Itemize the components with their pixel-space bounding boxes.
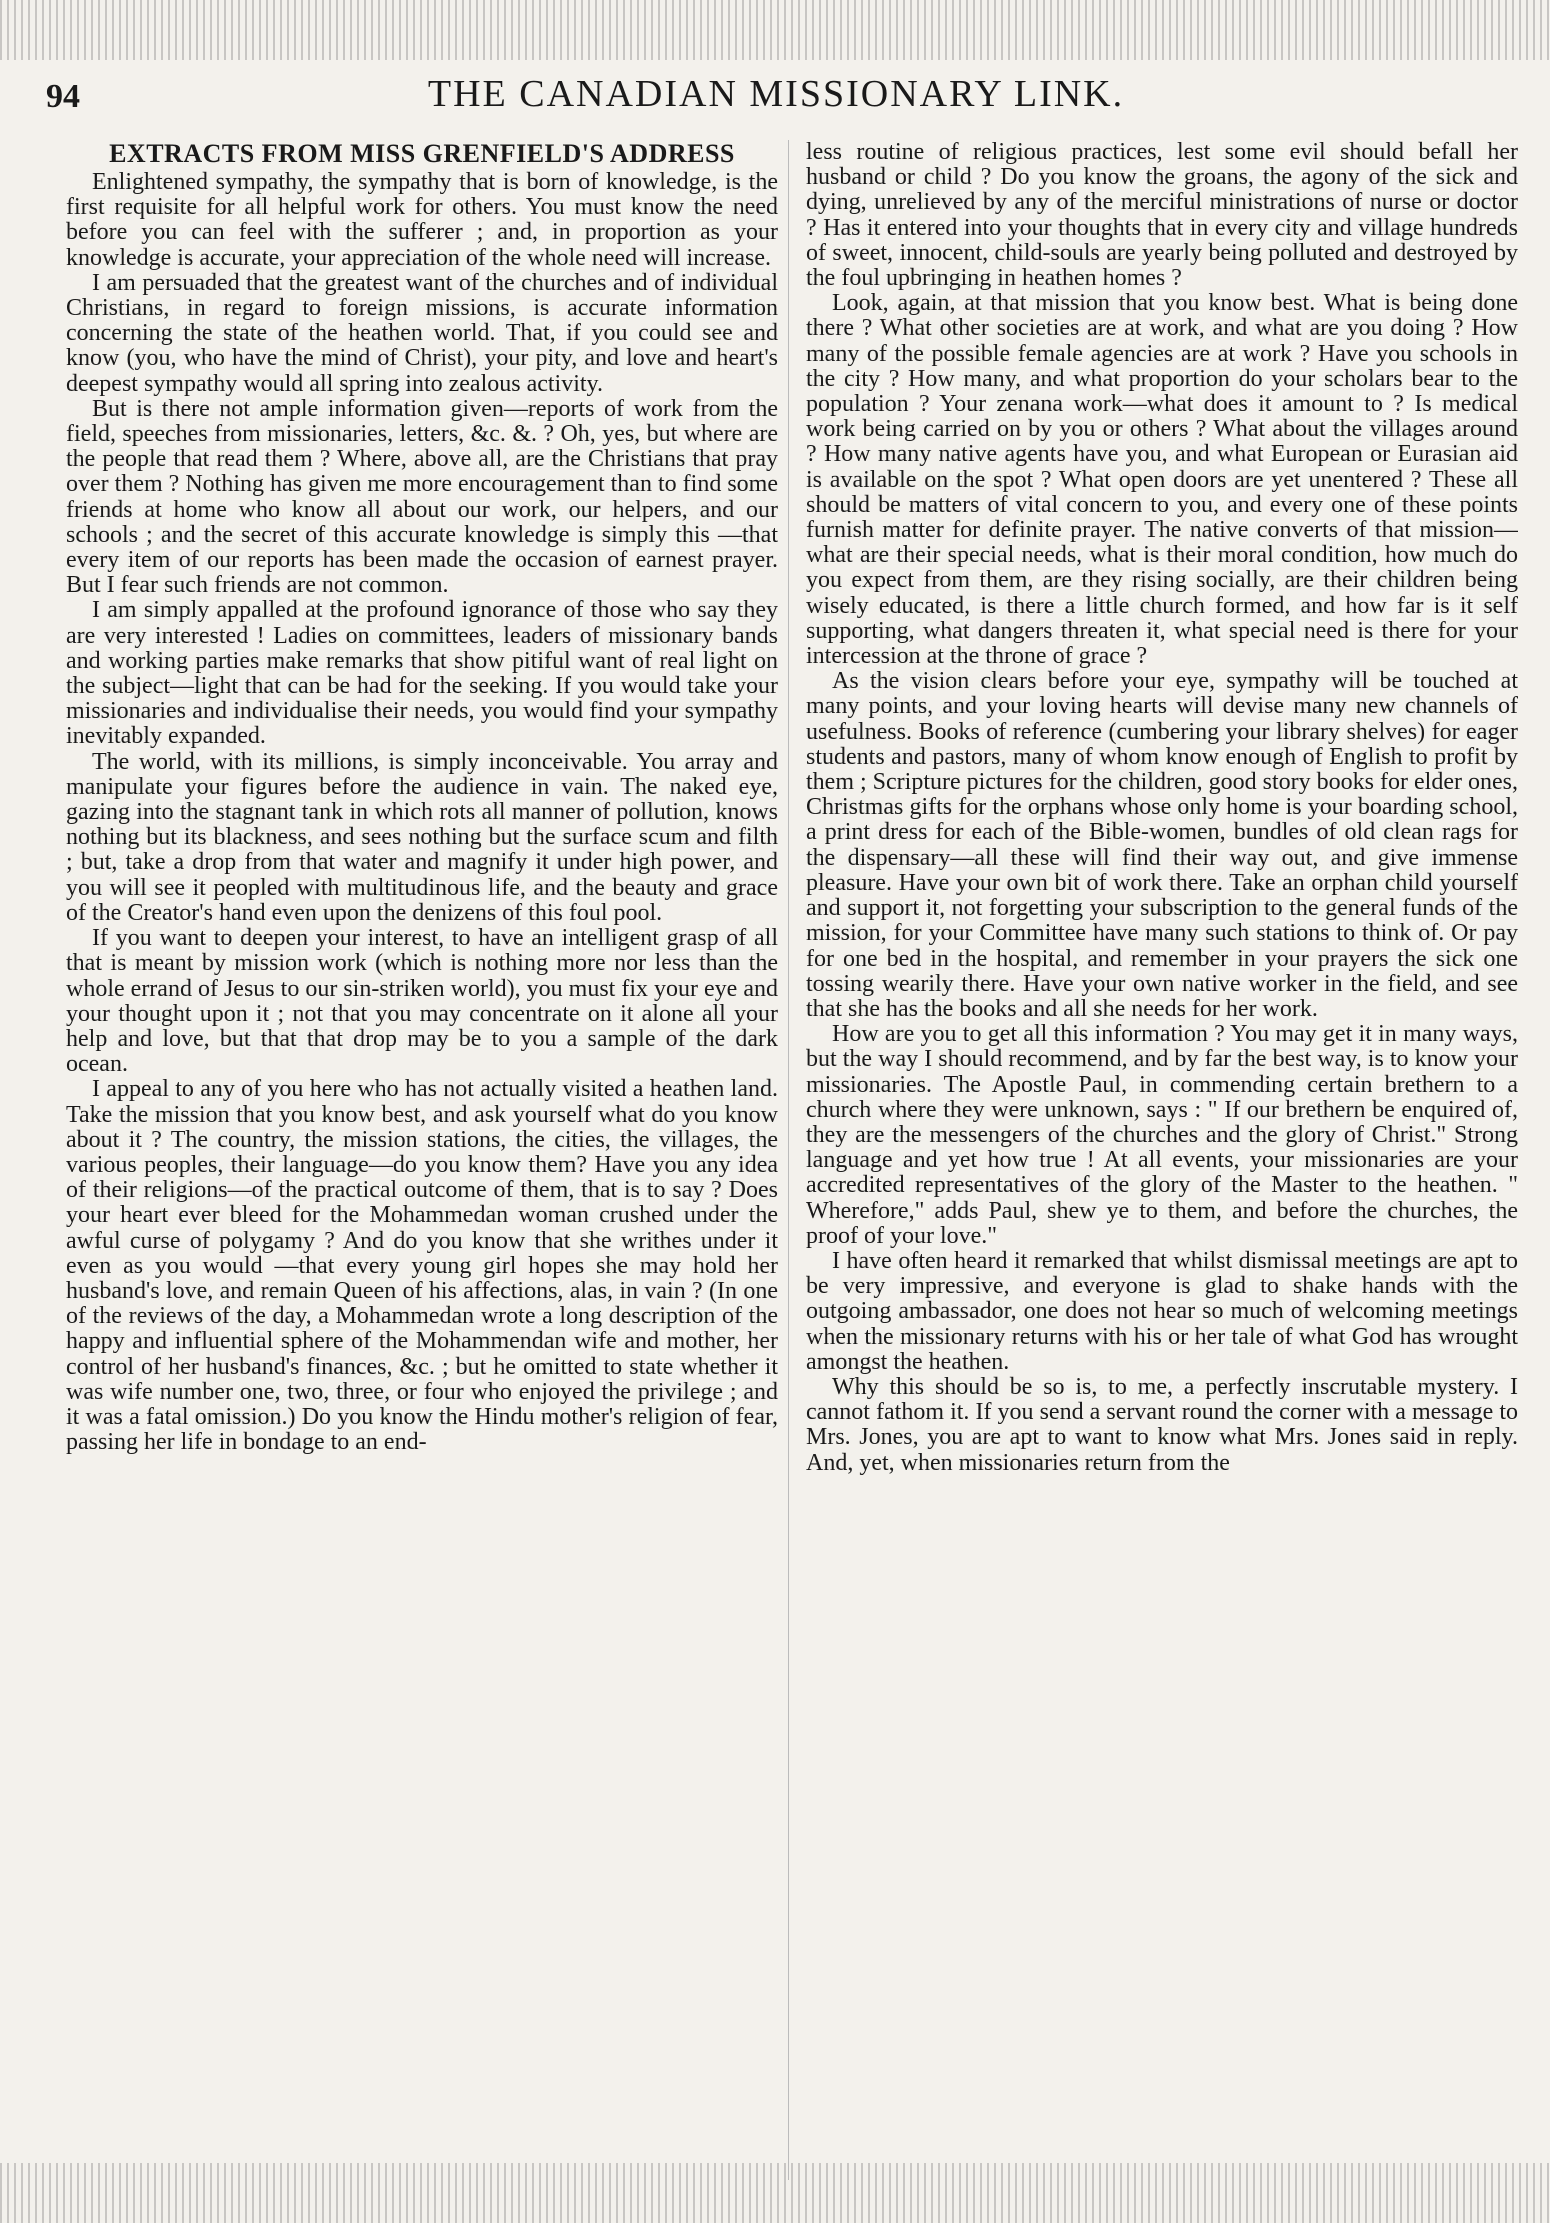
paragraph: How are you to get all this information ? You may get it in many ways, but the way I should recommend, and by far the best way, is to know your missionaries. The Apostle Paul, in commending certain brethern to a church where they were unknown, says : " If our brethern be enquired of, they are the messengers of the churches and the glory of Christ." Strong language and yet how true ! At all events, your missionaries are your accredited representatives of the glory of the Master to the heathen. " Wherefore," adds Paul, shew ye to them, and before the churches, the proof of your love." [806,1021,1518,1249]
paragraph: Why this should be so is, to me, a perfectly inscrutable mystery. I cannot fathom it. If you send a servant round the corner with a message to Mrs. Jones, you are apt to want to know what Mrs. Jones said in reply. And, yet, when missionaries return from the [806,1373,1518,1476]
page-number: 94 [46,78,80,115]
paragraph: I have often heard it remarked that whilst dismissal meetings are apt to be very impressive, and everyone is glad to shake hands with the outgoing ambassador, one does not hear so much of welcoming meetings when the missionary returns with his or her tale of what God has wrought amongst the heathen. [806,1247,1518,1375]
newspaper-page [36,60,1516,2200]
paragraph: The world, with its millions, is simply inconceivable. You array and manipulate your figures before the audience in vain. The naked eye, gazing into the stagnant tank in which rots all manner of pollution, knows nothing but its blackness, and sees nothing but the surface scum and filth ; but, take a drop from that water and magnify it under high power, and you will see it peopled with multitudinous life, and the beauty and grace of the Creator's hand even upon the denizens of this foul pool. [66,748,778,926]
paragraph: Look, again, at that mission that you know best. What is being done there ? What other societies are at work, and what are you doing ? How many of the possible female agencies are at work ? Have you schools in the city ? How many, and what proportion do your scholars bear to the population ? Your zenana work—what does it amount to ? Is medical work being carried on by you or others ? What about the villages around ? How many native agents have you, and what European or Eurasian aid is available on the spot ? What open doors are yet unentered ? These all should be matters of vital concern to you, and every one of these points furnish matter for definite prayer. The native converts of that mission—what are their special needs, what is their moral condition, how much do you expect from them, are they rising socially, are their children being wisely educated, is there a little church formed, and how far is it self supporting, what dangers threaten it, what special need is there for your intercession at the throne of grace ? [806,290,1518,670]
page-header [36,60,1516,120]
paragraph: But is there not ample information given—reports of work from the field, speeches from missionaries, letters, &c. &. ? Oh, yes, but where are the people that read them ? Where, above all, are the Christians that pray over them ? Nothing has given me more encouragement than to find some friends at home who know all about our work, our helpers, and our schools ; and the secret of this accurate knowledge is simply this —that every item of our reports has been made the occasion of earnest prayer. But I fear such friends are not common. [66,395,778,599]
paragraph: I am simply appalled at the profound ignorance of those who say they are very interested ! Ladies on committees, leaders of missionary bands and working parties make remarks that show pitiful want of real light on the subject—light that can be had for the seeking. If you would take your missionaries and individualise their needs, you would find your sympathy inevitably expanded. [66,597,778,750]
paragraph: Enlightened sympathy, the sympathy that is born of knowledge, is the first requisite for all helpful work for others. You must know the need before you can feel with the sufferer ; and, in proportion as your knowledge is accurate, your appreciation of the whole need will increase. [66,169,778,271]
top-print-noise [0,0,1550,60]
article-heading: EXTRACTS FROM MISS GRENFIELD'S ADDRESS [109,140,735,168]
publication-title: THE CANADIAN MISSIONARY LINK. [427,73,1125,115]
paragraph: I am persuaded that the greatest want of the churches and of individual Christians, in regard to foreign missions, is accurate information concerning the state of the heathen world. That, if you could see and know (you, who have the mind of Christ), your pity, and love and heart's deepest sympathy would all spring into zealous activity. [66,269,778,397]
paragraph: If you want to deepen your interest, to have an intelligent grasp of all that is meant by mission work (which is nothing more nor less than the whole errand of Jesus to our sin-striken world), you must fix your eye and your thought upon it ; not that you may concentrate on it alone all your help and love, but that that drop may be to you a sample of the dark ocean. [66,925,778,1078]
paragraph: I appeal to any of you here who has not actually visited a heathen land. Take the mission that you know best, and ask yourself what do you know about it ? The country, the mission stations, the cities, the villages, the various peoples, their language—do you know them? Have you any idea of their religions—of the practical outcome of them, that is to say ? Does your heart ever bleed for the Mohammedan woman crushed under the awful curse of polygamy ? And do you know that she writhes under it even as you would —that every young girl hopes she may hold her husband's love, and remain Queen of his affections, alas, in vain ? (In one of the reviews of the day, a Mohammedan wrote a long description of the happy and influential sphere of the Mohammendan wife and mother, her control of her husband's finances, &c. ; but he omitted to state whether it was wife number one, two, three, or four who enjoyed the privilege ; and it was a fatal omission.) Do you know the Hindu mother's religion of fear, passing her life in bondage to an end- [66,1076,778,1456]
paragraph: As the vision clears before your eye, sympathy will be touched at many points, and your loving hearts will devise many new channels of usefulness. Books of reference (cumbering your library shelves) for eager students and pastors, many of whom know enough of English to profit by them ; Scripture pictures for the children, good story books for elder ones, Christmas gifts for the orphans whose only home is your boarding school, a print dress for each of the Bible-women, bundles of old clean rags for the dispensary—all these will find their way out, and give immense pleasure. Have your own bit of work there. Take an orphan child yourself and support it, not forgetting your subscription to the general funds of the mission, for your Committee have many such stations to think of. Or pay for one bed in the hospital, and remember in your prayers the sick one tossing wearily there. Have your own native worker in the field, and see that she has the books and all she needs for her work. [806,668,1518,1022]
right-column [806,140,1518,2195]
column-divider [788,140,789,2180]
paragraph-continued: less routine of religious practices, lest some evil should befall her husband or child ? Do you know the groans, the agony of the sick and dying, unrelieved by any of the merciful ministrations of nurse or doctor ? Has it entered into your thoughts that in every city and village hundreds of sweet, innocent, child-souls are yearly being polluted and destroyed by the foul upbringing in heathen homes ? [806,140,1518,292]
left-column [66,140,778,2195]
